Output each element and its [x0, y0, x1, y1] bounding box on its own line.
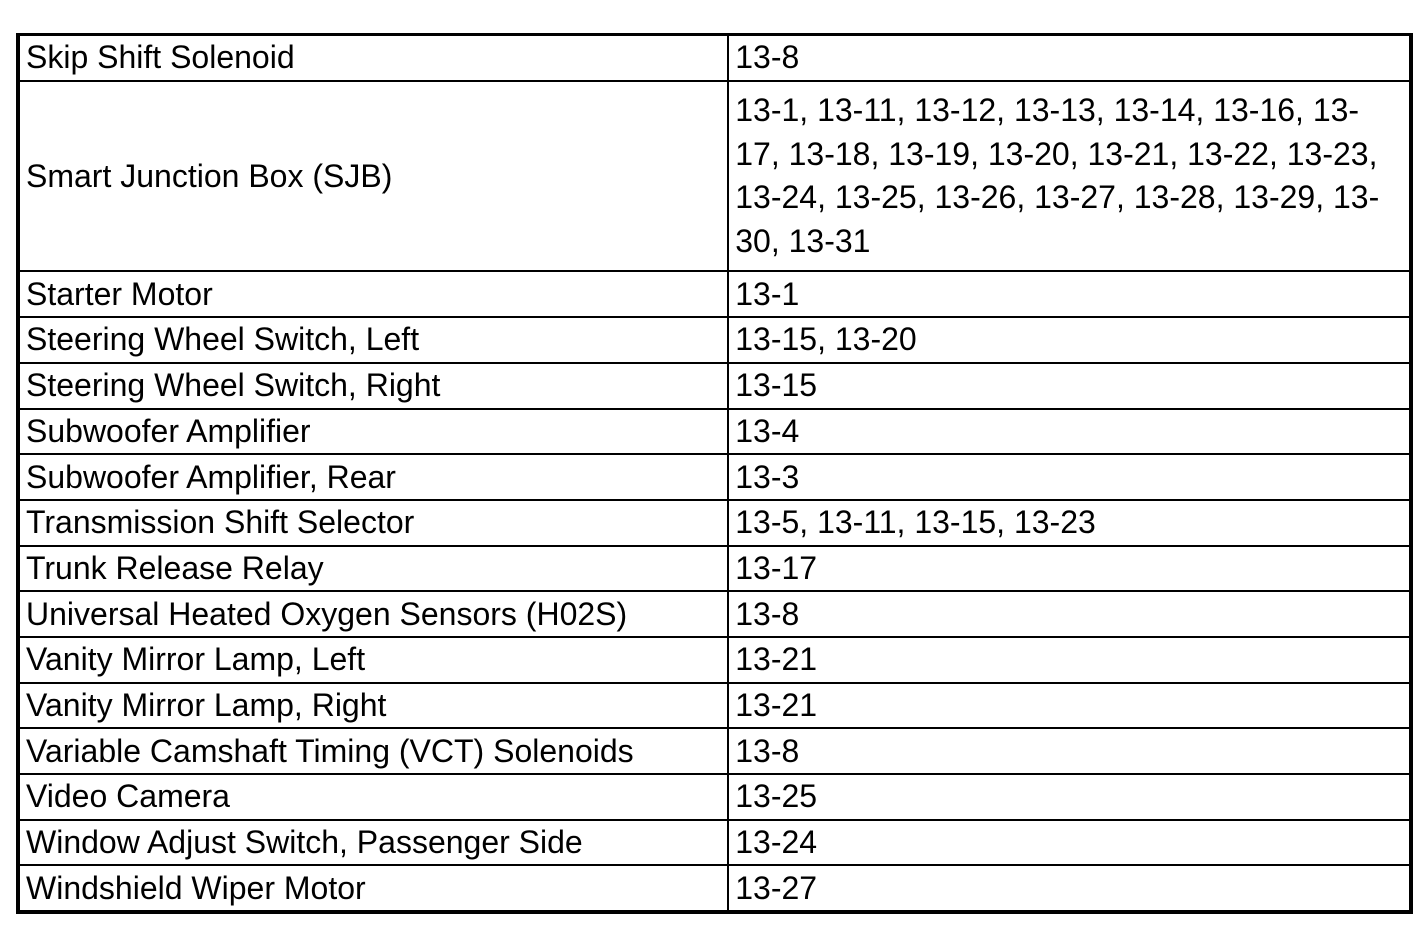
- page-reference-cell: 13-3: [728, 454, 1411, 500]
- table-row: [18, 35, 1411, 81]
- page-reference-cell: 13-17: [728, 546, 1411, 592]
- page-reference-cell: 13-24: [728, 820, 1411, 866]
- page-reference-cell: 13-27: [728, 865, 1411, 912]
- page-reference-cell: 13-4: [728, 409, 1411, 455]
- component-name-cell: Transmission Shift Selector: [18, 500, 728, 546]
- component-index-table: [16, 33, 1413, 914]
- table-row: [18, 820, 1411, 866]
- table-row: [18, 363, 1411, 409]
- table-row: [18, 500, 1411, 546]
- component-name-cell: Window Adjust Switch, Passenger Side: [18, 820, 728, 866]
- table-row: [18, 728, 1411, 774]
- table-row: [18, 317, 1411, 363]
- table-row: [18, 271, 1411, 317]
- component-name-cell: Subwoofer Amplifier, Rear: [18, 454, 728, 500]
- page-reference-cell: 13-8: [728, 728, 1411, 774]
- component-name-cell: Skip Shift Solenoid: [18, 35, 728, 81]
- component-name-cell: Variable Camshaft Timing (VCT) Solenoids: [18, 728, 728, 774]
- component-name-cell: Windshield Wiper Motor: [18, 865, 728, 912]
- component-name-cell: Smart Junction Box (SJB): [18, 81, 728, 272]
- table-row: [18, 774, 1411, 820]
- component-name-cell: Vanity Mirror Lamp, Left: [18, 637, 728, 683]
- component-name-cell: Universal Heated Oxygen Sensors (H02S): [18, 591, 728, 637]
- page-reference-cell: 13-5, 13-11, 13-15, 13-23: [728, 500, 1411, 546]
- page-reference-cell: 13-21: [728, 637, 1411, 683]
- table-row: [18, 546, 1411, 592]
- table-row: [18, 81, 1411, 272]
- table-row: [18, 454, 1411, 500]
- component-name-cell: Steering Wheel Switch, Left: [18, 317, 728, 363]
- component-name-cell: Trunk Release Relay: [18, 546, 728, 592]
- page-reference-cell: 13-1, 13-11, 13-12, 13-13, 13-14, 13-16, 13-17, 13-18, 13-19, 13-20, 13-21, 13-22, 13-23, 13-24, 13-25, 13-26, 13-27, 13-28, 13-29, 13-30, 13-31: [728, 81, 1411, 272]
- table-row: [18, 409, 1411, 455]
- component-name-cell: Video Camera: [18, 774, 728, 820]
- component-name-cell: Vanity Mirror Lamp, Right: [18, 683, 728, 729]
- page-reference-cell: 13-1: [728, 271, 1411, 317]
- page-reference-cell: 13-21: [728, 683, 1411, 729]
- page-reference-cell: 13-15, 13-20: [728, 317, 1411, 363]
- component-name-cell: Starter Motor: [18, 271, 728, 317]
- table-row: [18, 683, 1411, 729]
- table-row: [18, 865, 1411, 912]
- component-name-cell: Subwoofer Amplifier: [18, 409, 728, 455]
- table-row: [18, 591, 1411, 637]
- page-reference-cell: 13-15: [728, 363, 1411, 409]
- page-reference-cell: 13-25: [728, 774, 1411, 820]
- page-reference-cell: 13-8: [728, 35, 1411, 81]
- page-reference-cell: 13-8: [728, 591, 1411, 637]
- table-row: [18, 637, 1411, 683]
- component-name-cell: Steering Wheel Switch, Right: [18, 363, 728, 409]
